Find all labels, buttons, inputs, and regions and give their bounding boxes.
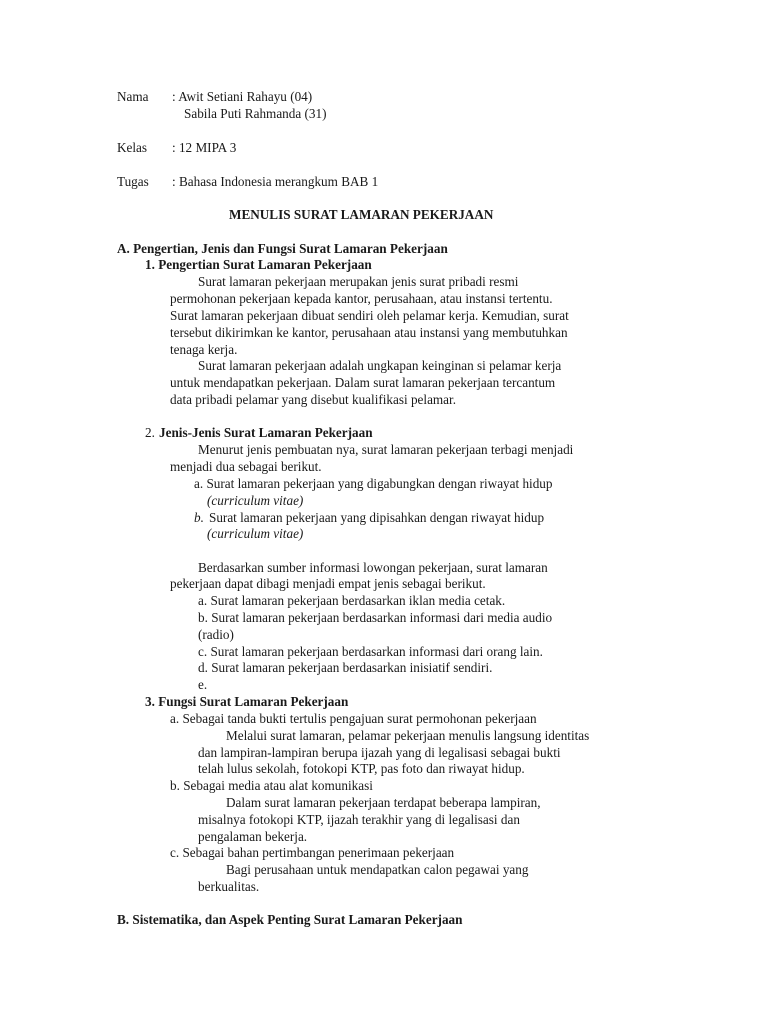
sub3-heading: 3. Fungsi Surat Lamaran Pekerjaan xyxy=(145,694,349,709)
section-b-heading: B. Sistematika, dan Aspek Penting Surat Lamaran Pekerjaan xyxy=(117,912,463,927)
sub1-p2-line: Surat lamaran pekerjaan adalah ungkapan keinginan si pelamar kerja xyxy=(198,358,562,373)
sub3-b-line: pengalaman bekerja. xyxy=(198,829,308,844)
sub2-list-item: c. Surat lamaran pekerjaan berdasarkan informasi dari orang lain. xyxy=(198,644,543,659)
sub2-item-b-letter: b. xyxy=(194,510,204,525)
sub3-a-heading: a. Sebagai tanda bukti tertulis pengajuan surat permohonan pekerjaan xyxy=(170,711,537,726)
tugas-label: Tugas xyxy=(117,174,149,189)
sub1-p1-line: tenaga kerja. xyxy=(170,342,238,357)
sub2-list-item: e. xyxy=(198,677,208,692)
sub2-list-item: b. Surat lamaran pekerjaan berdasarkan informasi dari media audio xyxy=(198,610,553,625)
kelas-label: Kelas xyxy=(117,140,148,155)
sub2-item-a-note: (curriculum vitae) xyxy=(207,493,304,508)
document-title: MENULIS SURAT LAMARAN PEKERJAAN xyxy=(229,207,494,222)
sub2-item-b: Surat lamaran pekerjaan yang dipisahkan dengan riwayat hidup xyxy=(209,510,545,525)
sub1-heading: 1. Pengertian Surat Lamaran Pekerjaan xyxy=(145,257,372,272)
kelas-value: : 12 MIPA 3 xyxy=(172,140,237,155)
nama-value-2: Sabila Puti Rahmanda (31) xyxy=(184,106,327,121)
sub3-c-heading: c. Sebagai bahan pertimbangan penerimaan pekerjaan xyxy=(170,845,455,860)
sub1-p1-line: tersebut dikirimkan ke kantor, perusahaan atau instansi yang membutuhkan xyxy=(170,325,568,340)
sub3-a-line: dan lampiran-lampiran berupa ijazah yang di legalisasi sebagai bukti xyxy=(198,745,561,760)
sub2-p1-line: Menurut jenis pembuatan nya, surat lamaran pekerjaan terbagi menjadi xyxy=(198,442,574,457)
sub3-a-line: telah lulus sekolah, fotokopi KTP, pas foto dan riwayat hidup. xyxy=(198,761,525,776)
nama-value-1: : Awit Setiani Rahayu (04) xyxy=(172,89,313,104)
sub1-p2-line: untuk mendapatkan pekerjaan. Dalam surat lamaran pekerjaan tercantum xyxy=(170,375,556,390)
sub2-list-item: a. Surat lamaran pekerjaan berdasarkan iklan media cetak. xyxy=(198,593,506,608)
sub1-p1-line: Surat lamaran pekerjaan dibuat sendiri oleh pelamar kerja. Kemudian, surat xyxy=(170,308,569,323)
sub3-c-line: Bagi perusahaan untuk mendapatkan calon pegawai yang xyxy=(226,862,529,877)
sub2-list-item: d. Surat lamaran pekerjaan berdasarkan inisiatif sendiri. xyxy=(198,660,493,675)
sub3-b-line: misalnya fotokopi KTP, ijazah terakhir yang di legalisasi dan xyxy=(198,812,520,827)
sub2-heading: Jenis-Jenis Surat Lamaran Pekerjaan xyxy=(159,425,373,440)
sub2-item-b-note: (curriculum vitae) xyxy=(207,526,304,541)
sub2-p2-line: Berdasarkan sumber informasi lowongan pekerjaan, surat lamaran xyxy=(198,560,548,575)
sub2-item-a: a. Surat lamaran pekerjaan yang digabungkan dengan riwayat hidup xyxy=(194,476,553,491)
section-a-heading: A. Pengertian, Jenis dan Fungsi Surat Lamaran Pekerjaan xyxy=(117,241,448,256)
sub2-p1-line: menjadi dua sebagai berikut. xyxy=(170,459,322,474)
sub1-p1-line: permohonan pekerjaan kepada kantor, perusahaan, atau instansi tertentu. xyxy=(170,291,553,306)
sub3-b-heading: b. Sebagai media atau alat komunikasi xyxy=(170,778,373,793)
sub1-p2-line: data pribadi pelamar yang disebut kualifikasi pelamar. xyxy=(170,392,456,407)
sub2-list-item: (radio) xyxy=(198,627,234,642)
sub3-a-line: Melalui surat lamaran, pelamar pekerjaan menulis langsung identitas xyxy=(226,728,590,743)
sub2-p2-line: pekerjaan dapat dibagi menjadi empat jenis sebagai berikut. xyxy=(170,576,486,591)
sub3-c-line: berkualitas. xyxy=(198,879,260,894)
sub2-number: 2. xyxy=(145,425,155,440)
sub1-p1-line: Surat lamaran pekerjaan merupakan jenis surat pribadi resmi xyxy=(198,274,519,289)
tugas-value: : Bahasa Indonesia merangkum BAB 1 xyxy=(172,174,379,189)
nama-label: Nama xyxy=(117,89,149,104)
sub3-b-line: Dalam surat lamaran pekerjaan terdapat beberapa lampiran, xyxy=(226,795,541,810)
